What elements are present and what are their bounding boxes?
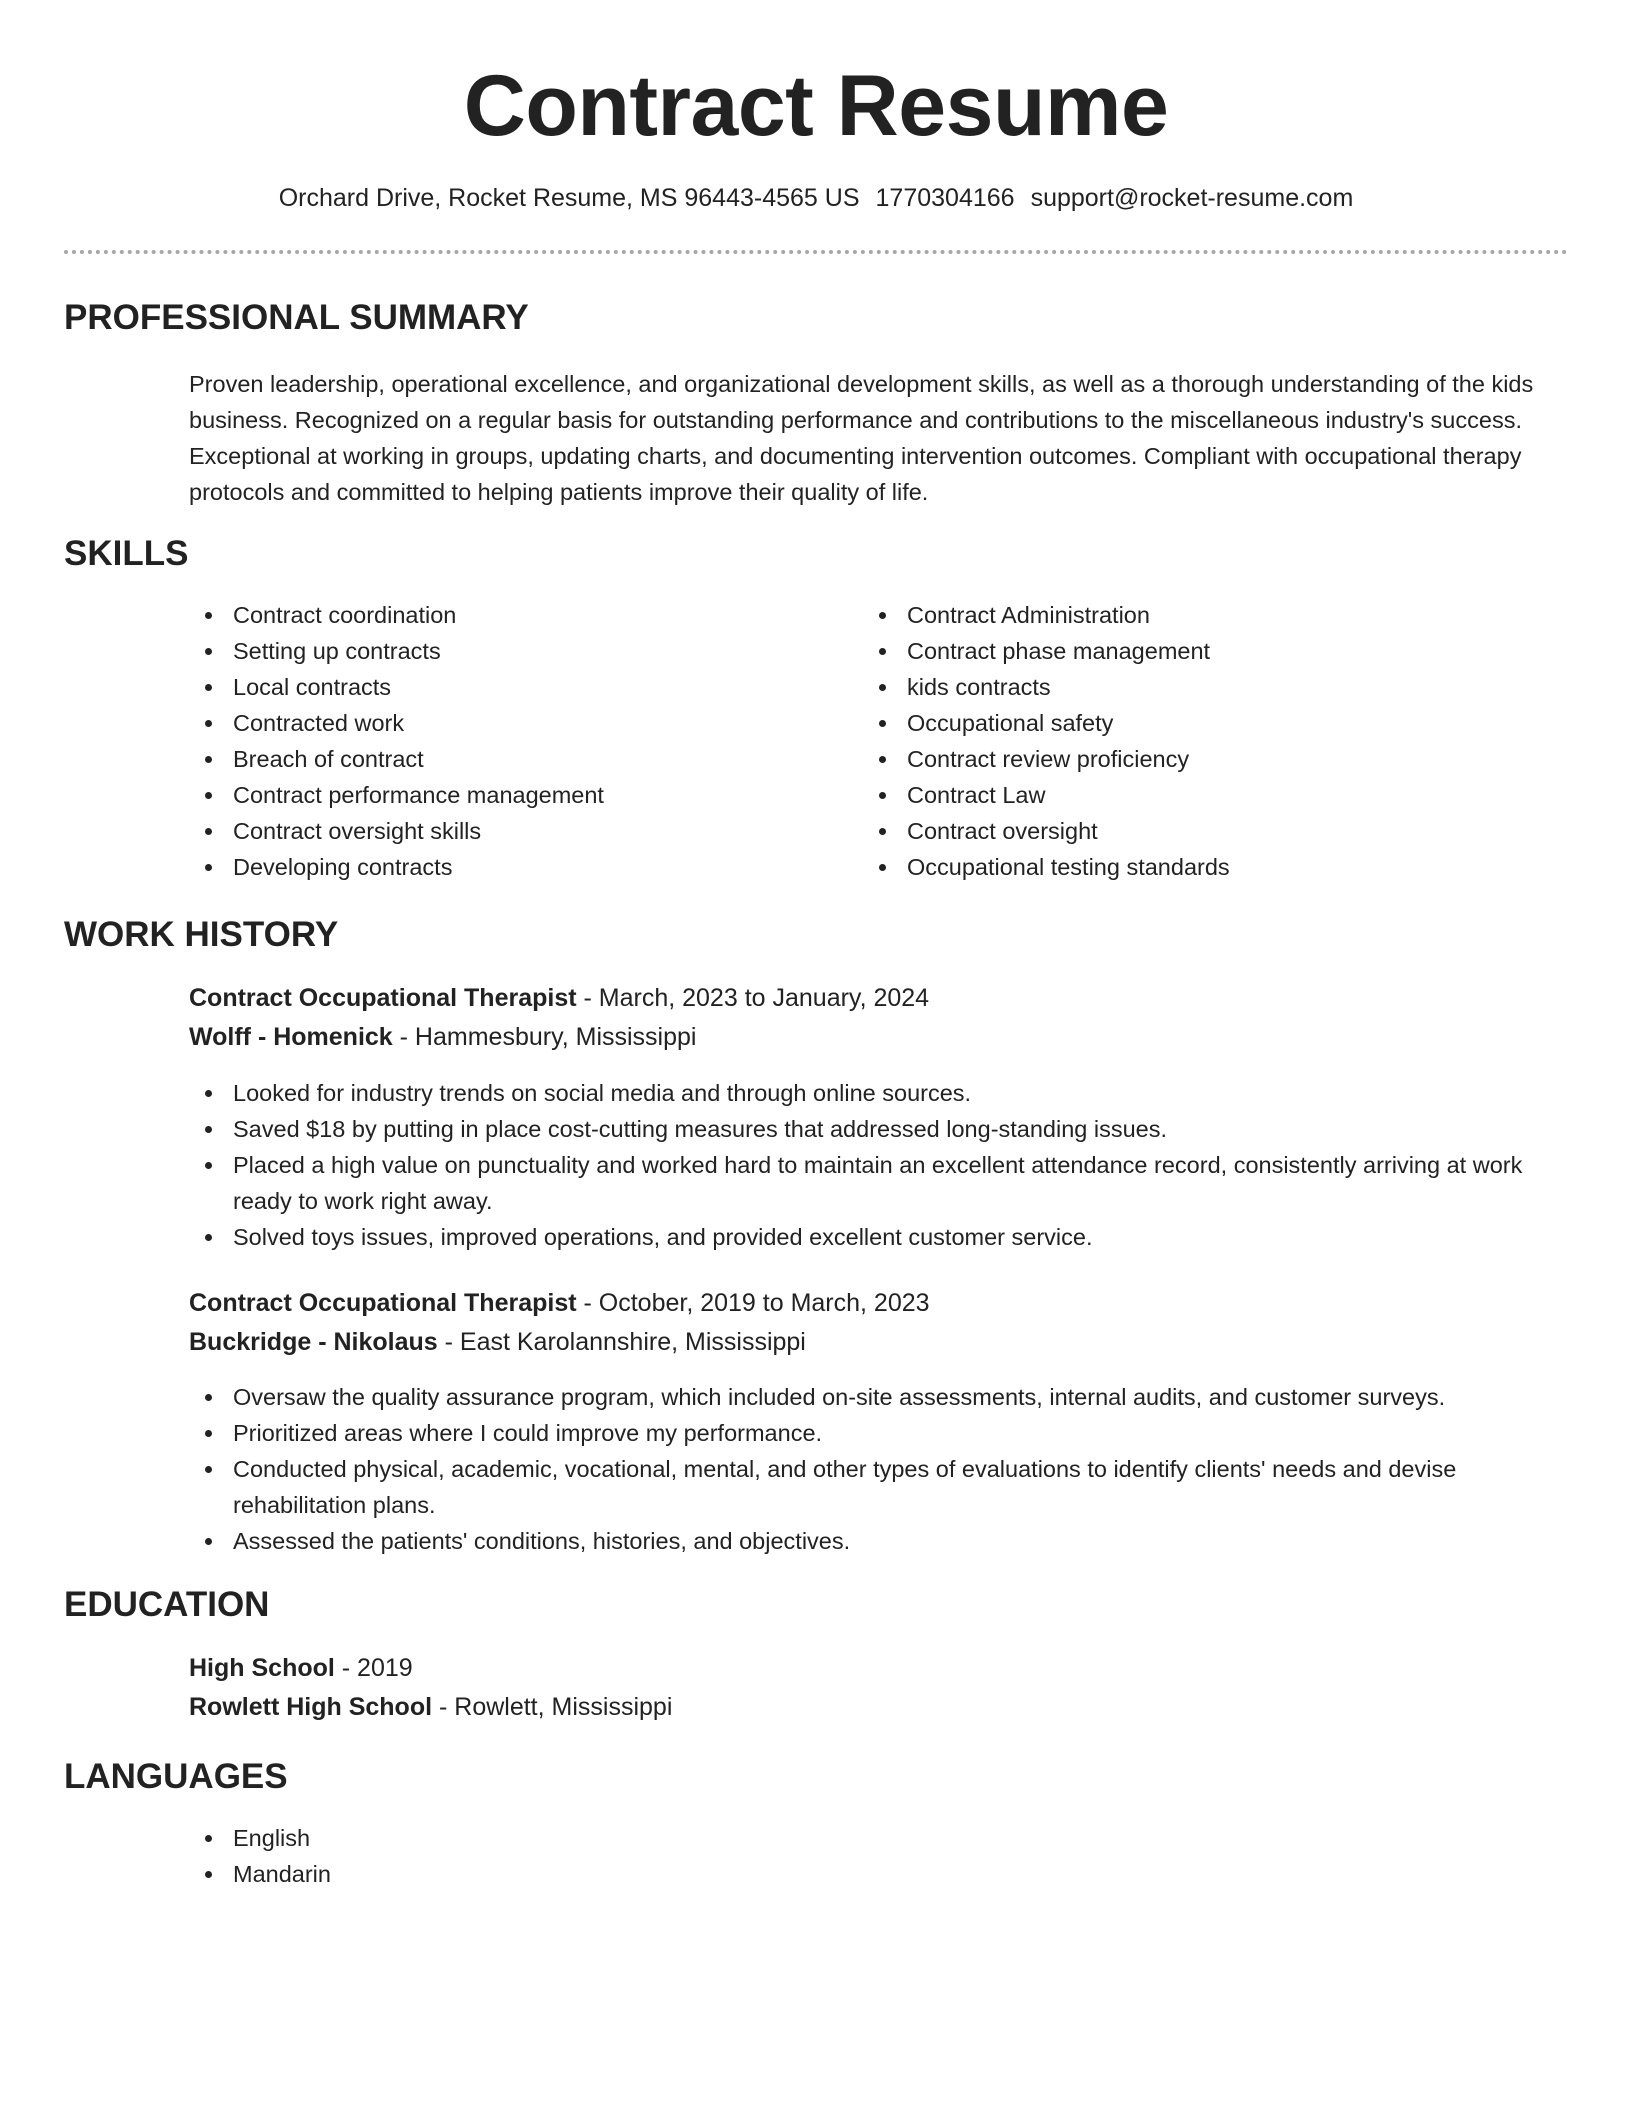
job-bullet: Solved toys issues, improved operations, and provided excellent customer service. [189,1219,1569,1255]
education-degree: High School [189,1654,335,1682]
education-degree-line [189,1649,413,1687]
skill-item: Occupational testing standards [863,849,1563,885]
job-title-line [189,979,929,1017]
job-bullet: Conducted physical, academic, vocational, mental, and other types of evaluations to identify clients' needs and devise rehabilitation plans. [189,1451,1569,1523]
education-school-line [189,1688,672,1726]
languages-list [189,1820,789,1892]
skill-item: Contracted work [189,705,809,741]
skills-list-right [863,597,1563,885]
job-company: Buckridge - Nikolaus [189,1328,438,1356]
job-bullet: Placed a high value on punctuality and worked hard to maintain an excellent attendance record, consistently arriving at work ready to work right away. [189,1147,1569,1219]
summary-heading: PROFESSIONAL SUMMARY [64,298,529,337]
contact-phone: 1770304166 [875,184,1015,212]
skill-item: Contract coordination [189,597,809,633]
skill-item: Contract Administration [863,597,1563,633]
job-dates: - October, 2019 to March, 2023 [576,1289,930,1317]
skill-item: Contract review proficiency [863,741,1563,777]
contact-address: Orchard Drive, Rocket Resume, MS 96443-4565 US [278,184,860,212]
skill-item: Contract oversight [863,813,1563,849]
skill-item: Contract Law [863,777,1563,813]
resume-title: Contract Resume [463,58,1169,154]
job-bullet: Saved $18 by putting in place cost-cutting measures that addressed long-standing issues. [189,1111,1569,1147]
skill-item: Setting up contracts [189,633,809,669]
language-item: English [189,1820,789,1856]
job-title-line [189,1284,930,1322]
job-bullets [189,1379,1569,1559]
language-item: Mandarin [189,1856,789,1892]
contact-email: support@rocket-resume.com [1030,184,1354,212]
education-school: Rowlett High School [189,1693,433,1721]
job-company: Wolff - Homenick [189,1023,393,1051]
job-location: - Hammesbury, Mississippi [392,1023,697,1051]
education-location: - Rowlett, Mississippi [432,1693,673,1721]
job-bullet: Assessed the patients' conditions, histories, and objectives. [189,1523,1569,1559]
job-company-line [189,1018,696,1056]
contact-line [0,181,1632,215]
skills-heading: SKILLS [64,534,189,573]
skill-item: Contract oversight skills [189,813,809,849]
education-heading: EDUCATION [64,1585,270,1624]
skill-item: kids contracts [863,669,1563,705]
skill-item: Occupational safety [863,705,1563,741]
skill-item: Contract phase management [863,633,1563,669]
summary-text: Proven leadership, operational excellence, and organizational development skills, as well as a thorough understanding of the kids business. Recognized on a regular basis for outstanding performance and contributions to the miscellaneous industry's success. Exceptional at working in groups, updating charts, and documenting intervention outcomes. Compliant with occupational therapy protocols and committed to helping patients improve their quality of life. [189,371,1534,505]
skill-item: Developing contracts [189,849,809,885]
skill-item: Breach of contract [189,741,809,777]
job-bullets [189,1075,1569,1255]
skill-item: Contract performance management [189,777,809,813]
job-company-line [189,1323,806,1361]
job-location: - East Karolannshire, Mississippi [437,1328,806,1356]
job-dates: - March, 2023 to January, 2024 [576,984,930,1012]
job-bullet: Oversaw the quality assurance program, which included on-site assessments, internal audits, and customer surveys. [189,1379,1569,1415]
header-divider [64,250,1568,254]
languages-heading: LANGUAGES [64,1757,288,1796]
job-title: Contract Occupational Therapist [189,1289,577,1317]
education-year: - 2019 [334,1654,413,1682]
job-bullet: Prioritized areas where I could improve my performance. [189,1415,1569,1451]
job-bullet: Looked for industry trends on social media and through online sources. [189,1075,1569,1111]
skill-item: Local contracts [189,669,809,705]
skills-list-left [189,597,809,885]
job-title: Contract Occupational Therapist [189,984,577,1012]
work-heading: WORK HISTORY [64,915,339,954]
